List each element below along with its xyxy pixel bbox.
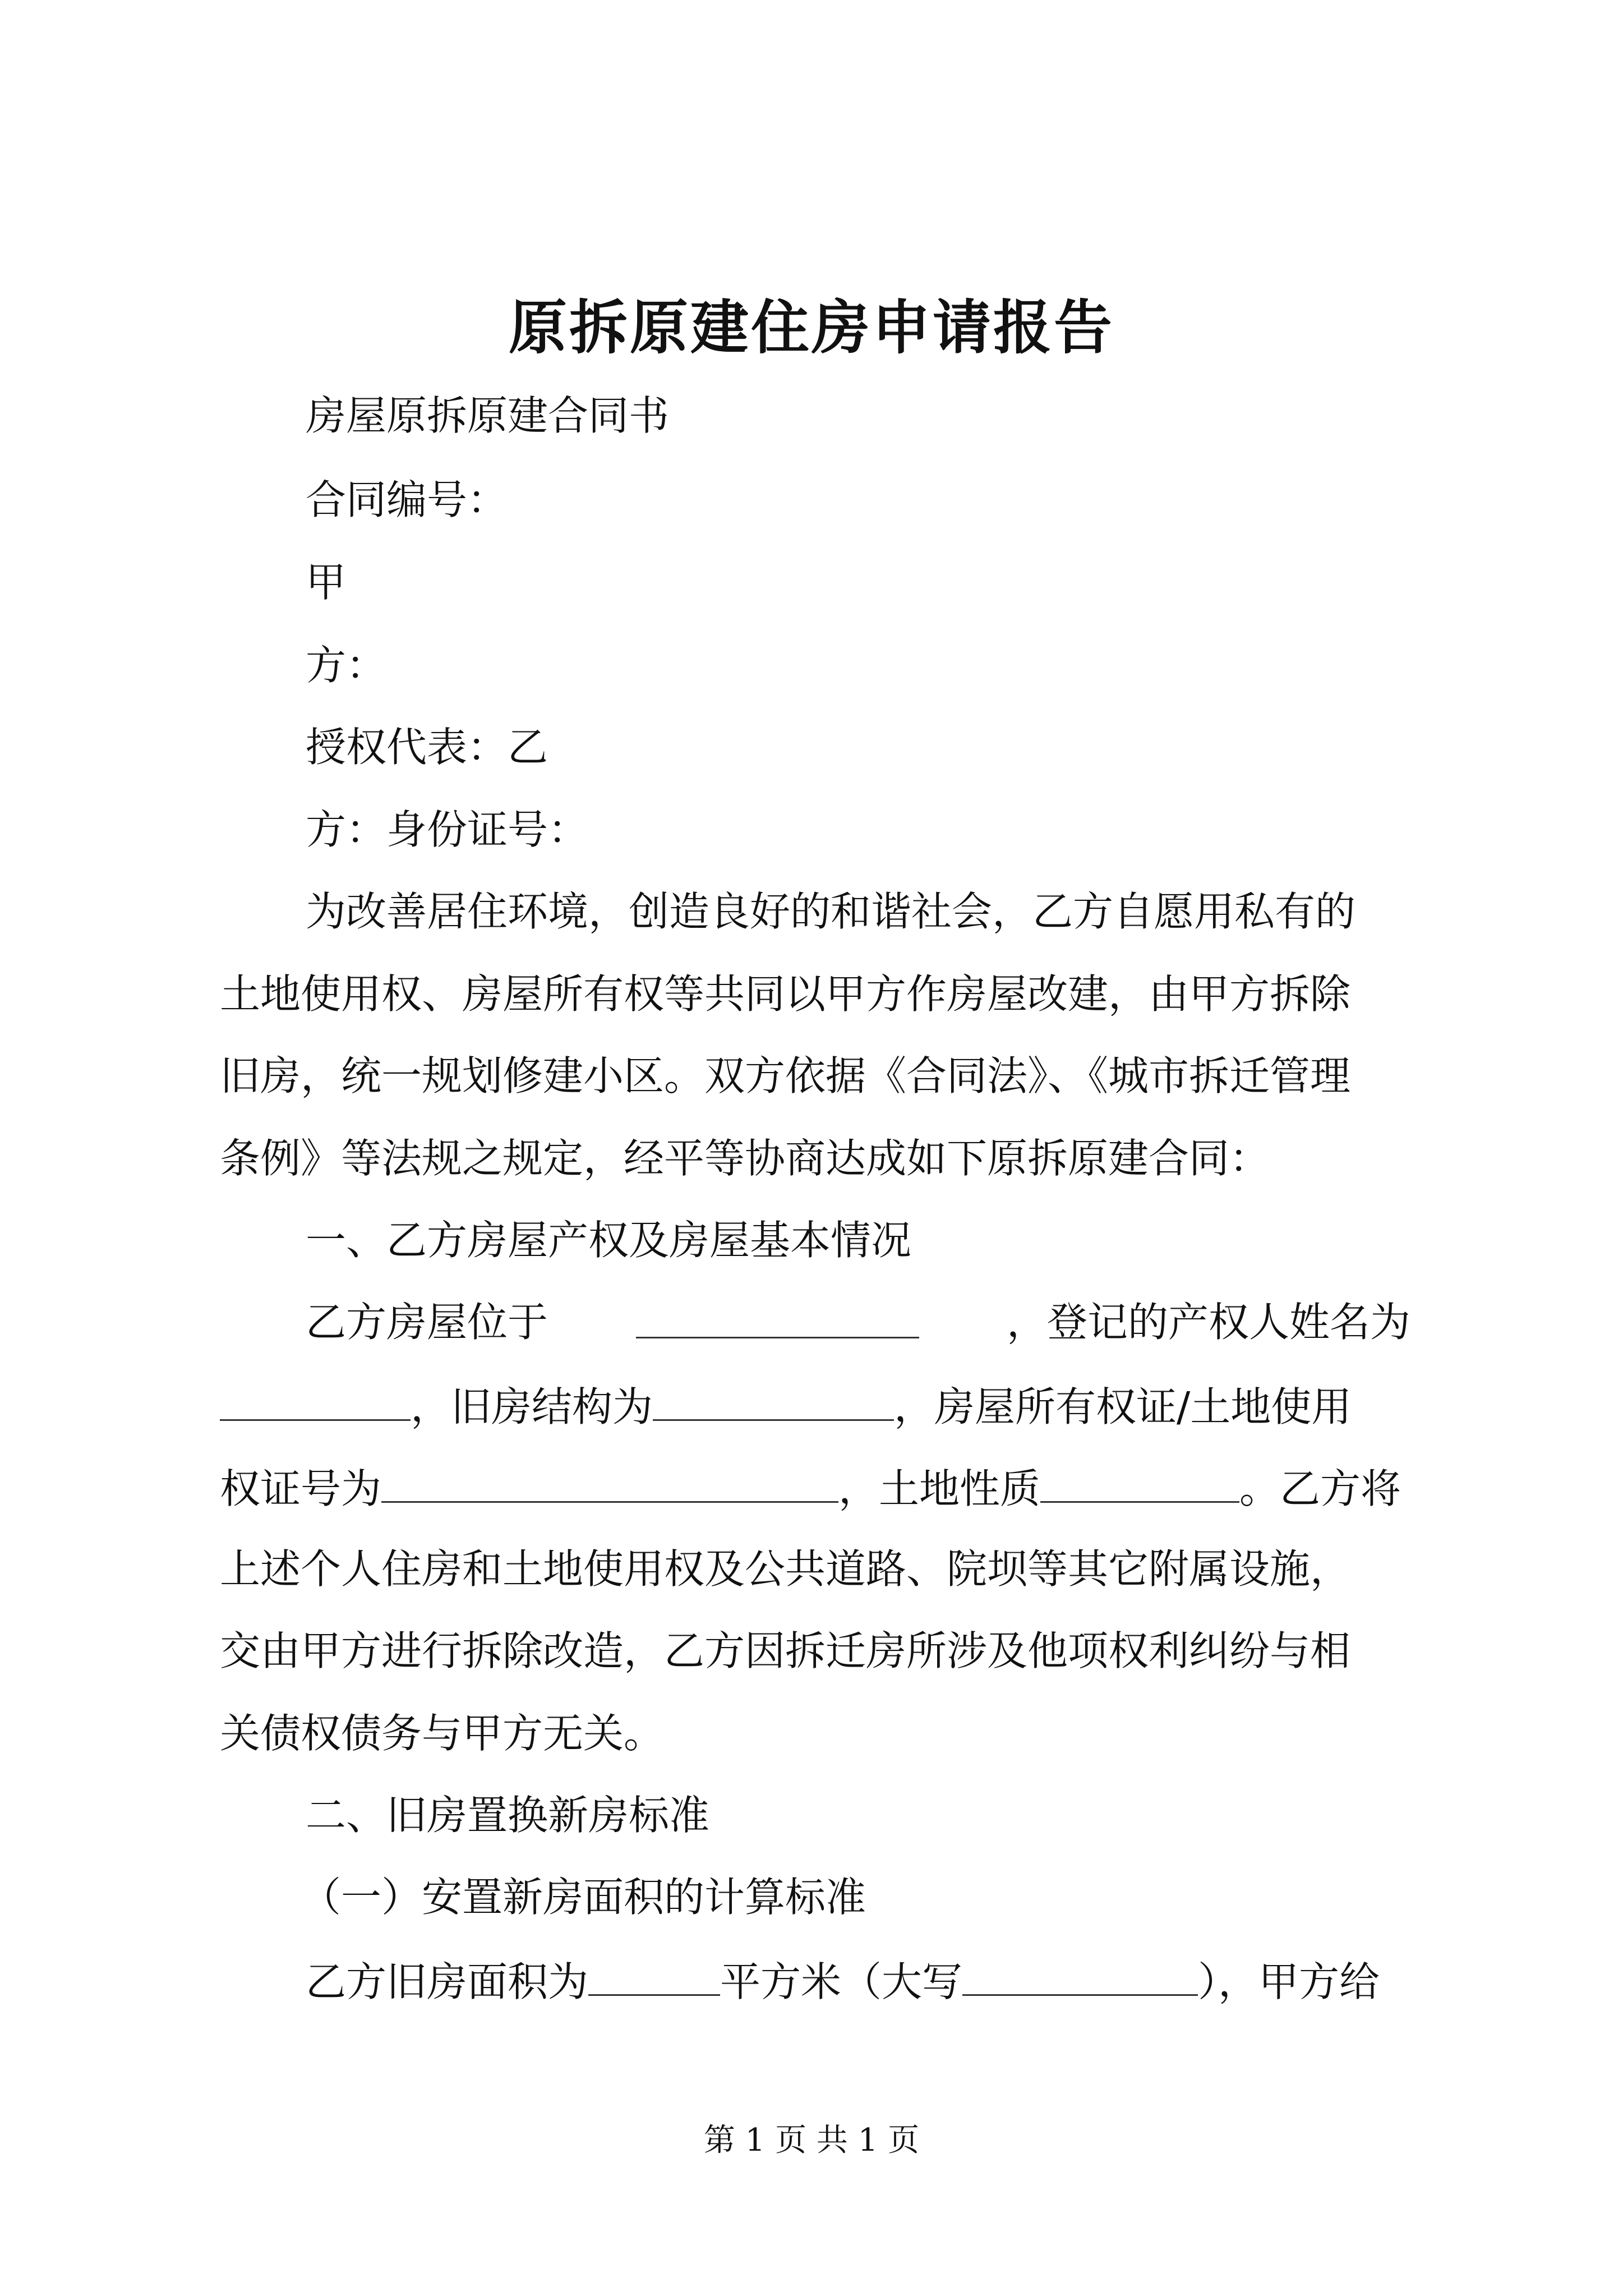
- paragraph-line: 交由甲方进行拆除改造，乙方因拆迁房所涉及他项权利纠纷与相: [220, 1627, 1351, 1674]
- paragraph-line: 条例》等法规之规定，经平等协商达成如下原拆原建合同：: [220, 1135, 1270, 1182]
- paragraph-line: 旧房，统一规划修建小区。双方依据《合同法》、《城市拆迁管理: [220, 1052, 1351, 1099]
- paragraph-line: 上述个人住房和土地使用权及公共道路、院坝等其它附属设施，: [220, 1545, 1351, 1593]
- blank-field: [220, 1384, 411, 1421]
- text-segment: 平方米（大写: [720, 1958, 963, 2005]
- text-segment: 权证号为: [220, 1465, 382, 1512]
- text-segment: 乙方旧房面积为: [306, 1958, 589, 2005]
- paragraph-line: [306, 1299, 1410, 1346]
- text-segment: 乙方房屋位于: [306, 1299, 548, 1346]
- paragraph-line: [220, 1383, 1352, 1430]
- subsection-heading: （一）安置新房面积的计算标准: [301, 1874, 866, 1921]
- text-segment: ，房屋所有权证/土地使用: [894, 1383, 1352, 1430]
- party-b-id-label: 方：身份证号：: [306, 806, 589, 853]
- contract-heading: 房屋原拆原建合同书: [306, 392, 670, 439]
- blank-field: [653, 1384, 894, 1421]
- text-segment: ，土地性质: [838, 1465, 1041, 1512]
- paragraph-line: 为改善居住环境，创造良好的和谐社会，乙方自愿用私有的: [306, 888, 1356, 935]
- text-segment: ，旧房结构为: [411, 1383, 653, 1430]
- party-a-label: 方：: [306, 642, 387, 689]
- text-segment: ，登记的产权人姓名为: [1006, 1299, 1410, 1346]
- blank-field: [1040, 1466, 1239, 1503]
- text-segment: ），甲方给: [1198, 1958, 1380, 2005]
- blank-field: [588, 1959, 720, 1996]
- paragraph-line: 关债权债务与甲方无关。: [220, 1710, 665, 1757]
- paragraph-line: [306, 1958, 1380, 2005]
- blank-field: [381, 1466, 838, 1503]
- text-segment: 。乙方将: [1239, 1465, 1401, 1512]
- section-heading: 一、乙方房屋产权及房屋基本情况: [306, 1217, 912, 1264]
- section-heading: 二、旧房置换新房标准: [306, 1792, 710, 1839]
- paragraph-line: [220, 1465, 1401, 1512]
- paragraph-line: 土地使用权、房屋所有权等共同以甲方作房屋改建，由甲方拆除: [220, 970, 1351, 1018]
- authorized-rep-label: 授权代表：乙: [306, 724, 548, 771]
- page-footer: 第 1 页 共 1 页: [703, 2122, 920, 2159]
- contract-number-label: 合同编号：: [306, 476, 508, 523]
- blank-field: [962, 1959, 1198, 1996]
- document-title: 原拆原建住房申请报告: [508, 293, 1114, 362]
- party-a-char: 甲: [306, 559, 347, 606]
- blank-field: [636, 1302, 919, 1338]
